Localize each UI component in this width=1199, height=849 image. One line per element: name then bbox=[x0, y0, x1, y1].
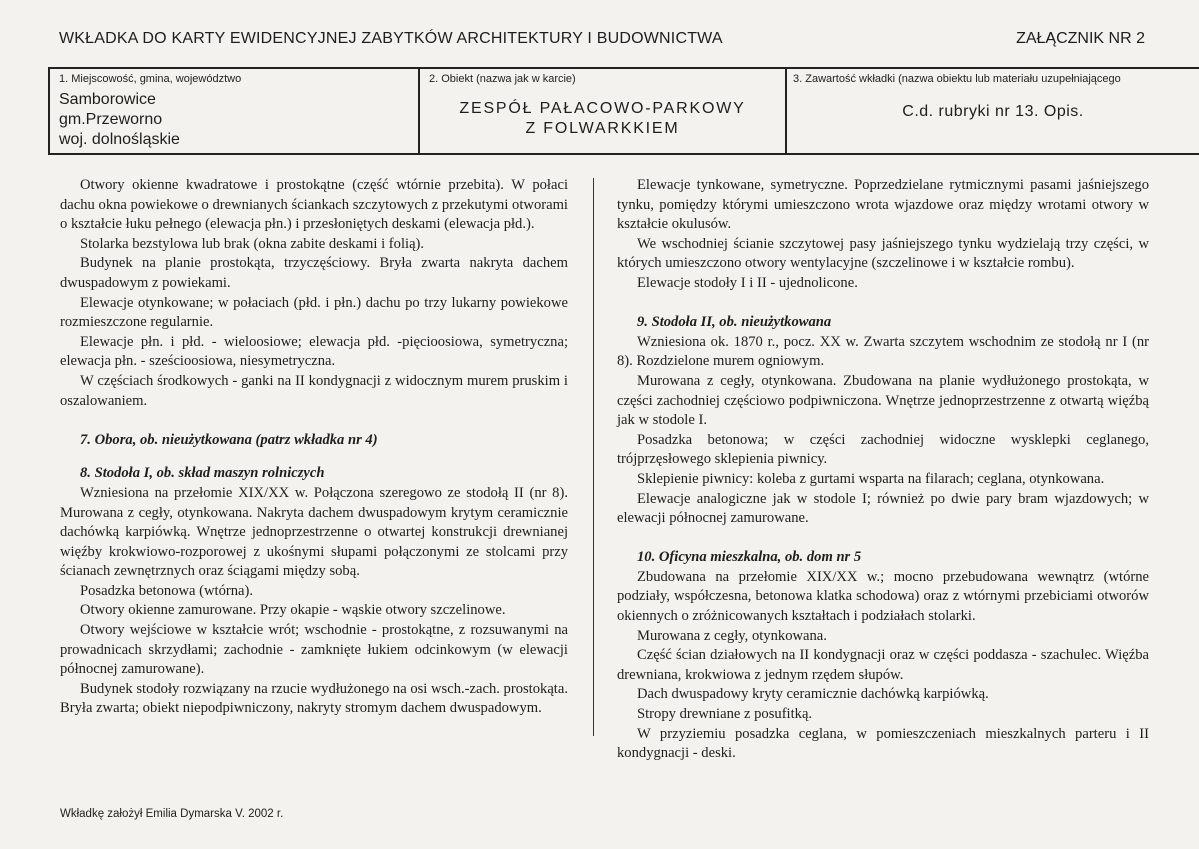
object-cell bbox=[420, 69, 787, 153]
right-text-column bbox=[617, 176, 1149, 764]
spacer bbox=[60, 411, 568, 431]
paragraph: Elewacje otynkowane; w połaciach (płd. i płn.) dachu po trzy lukarny powiekowe rozmieszczone regularnie. bbox=[60, 294, 568, 331]
left-text-column bbox=[60, 176, 568, 719]
paragraph: Wzniesiona na przełomie XIX/XX w. Połączona szeregowo ze stodołą II (nr 8). Murowana z cegły, otynkowana. Nakryta dachem dwuspadowym krytym ceramicznie dachówką karpiówką. Wnętrze jednoprzestrzenne o otwartej konstrukcji drewnianej więźby krokwiowo-rozporowej z ukośnymi słupami połączonymi ze stolcami przy ścianach zewnętrznych oraz ściągami między sobą. bbox=[60, 484, 568, 580]
paragraph: Stolarka bezstylowa lub brak (okna zabite deskami i folią). bbox=[80, 235, 425, 252]
section-heading: 7. Obora, ob. nieużytkowana (patrz wkładka nr 4) bbox=[80, 431, 378, 448]
paragraph: Posadzka betonowa (wtórna). bbox=[80, 582, 254, 599]
location-label: 1. Miejscowość, gmina, województwo bbox=[59, 73, 242, 85]
paragraph: Otwory wejściowe w kształcie wrót; wschodnie - prostokątne, z rozsuwanymi na prowadnicach skrzydłami; zachodnie - zamknięte łukiem odcinkowym (w elewacji północnej zamurowane). bbox=[60, 622, 568, 678]
paragraph: Elewacje analogiczne jak w stodole I; również po dwie pary bram wjazdowych; w elewacji północnej zamurowane. bbox=[617, 490, 1149, 527]
contents-cell bbox=[787, 69, 1199, 153]
location-line: gm.Przeworno bbox=[59, 111, 163, 128]
section-heading: 9. Stodoła II, ob. nieużytkowana bbox=[637, 314, 832, 331]
paragraph: Posadzka betonowa; w części zachodniej widoczne wysklepki ceglanego, trójprzęsłowego sklepienia piwnicy. bbox=[617, 431, 1149, 468]
paragraph: Część ścian działowych na II kondygnacji oraz w części poddasza - szachulec. Więźba drewniana, krokwiowa z jednym rzędem słupów. bbox=[617, 647, 1149, 683]
paragraph: Murowana z cegły, otynkowana. Zbudowana na planie wydłużonego prostokąta, w części zachodniej częściowo podpiwniczona. Wnętrze jednoprzestrzenne z otwartą więźbą jak w stodole I. bbox=[617, 372, 1149, 429]
paragraph: Elewacje tynkowane, symetryczne. Poprzedzielane rytmicznymi pasami jaśniejszego tynku, pomiędzy którymi umieszczono wrota wjazdowe oraz między wrotami otwory w kształcie okulusów. bbox=[617, 177, 1149, 233]
paragraph: Stropy drewniane z posufitką. bbox=[637, 706, 813, 723]
spacer bbox=[60, 450, 568, 464]
location-cell bbox=[50, 69, 420, 153]
object-label: 2. Obiekt (nazwa jak w karcie) bbox=[429, 73, 576, 85]
author-note: Wkładkę założył Emilia Dymarska V. 2002 r. bbox=[60, 808, 284, 820]
section-heading: 8. Stodoła I, ob. skład maszyn rolniczych bbox=[80, 465, 325, 482]
form-title: WKŁADKA DO KARTY EWIDENCYJNEJ ZABYTKÓW ARCHITEKTURY I BUDOWNICTWA bbox=[59, 30, 723, 47]
paragraph: Dach dwuspadowy kryty ceramicznie dachówką karpiówką. bbox=[637, 686, 989, 703]
location-value bbox=[59, 90, 180, 150]
metadata-table bbox=[48, 67, 1199, 155]
paragraph: W częściach środkowych - ganki na II kondygnacji z widocznym murem pruskim i oszalowaniem. bbox=[60, 372, 568, 409]
object-name-line: Z FOLWARKKIEM bbox=[525, 120, 680, 137]
spacer bbox=[617, 529, 1149, 549]
contents-value: C.d. rubryki nr 13. Opis. bbox=[902, 103, 1084, 120]
paragraph: Wzniesiona ok. 1870 r., pocz. XX w. Zwarta szczytem wschodnim ze stodołą nr I (nr 8). Rozdzielone murem ogniowym. bbox=[617, 333, 1149, 370]
location-line: Samborowice bbox=[59, 91, 156, 108]
paragraph: Zbudowana na przełomie XIX/XX w.; mocno przebudowana wewnątrz (wtórne podziały, współczesna, betonowa klatka schodowa) oraz z wtórnymi przebiciami otworów okiennych o zróżnicowanych kształtach i podziałach stolarki. bbox=[617, 568, 1149, 625]
spacer bbox=[617, 294, 1149, 314]
paragraph: Elewacje płn. i płd. - wieloosiowe; elewacja płd. -pięcioosiowa, symetryczna; elewacja płn. - sześcioosiowa, niesymetryczna. bbox=[60, 333, 568, 370]
column-divider bbox=[593, 178, 594, 736]
location-line: woj. dolnośląskie bbox=[59, 131, 180, 148]
paragraph: Elewacje stodoły I i II - ujednolicone. bbox=[637, 274, 858, 291]
section-heading: 10. Oficyna mieszkalna, ob. dom nr 5 bbox=[637, 549, 862, 566]
paragraph: W przyziemiu posadzka ceglana, w pomieszczeniach mieszkalnych parteru i II kondygnacji - deski. bbox=[617, 725, 1149, 762]
contents-label: 3. Zawartość wkładki (nazwa obiektu lub materiału uzupełniającego bbox=[793, 73, 1121, 85]
object-name-line: ZESPÓŁ PAŁACOWO-PARKOWY bbox=[459, 100, 746, 117]
paragraph: Sklepienie piwnicy: koleba z gurtami wsparta na filarach; ceglana, otynkowana. bbox=[637, 470, 1105, 487]
paragraph: Budynek na planie prostokąta, trzyczęściowy. Bryła zwarta nakryta dachem dwuspadowym z powiekami. bbox=[60, 255, 568, 291]
paragraph: Murowana z cegły, otynkowana. bbox=[637, 627, 827, 644]
annex-number: ZAŁĄCZNIK NR 2 bbox=[1016, 30, 1145, 47]
paragraph: Otwory okienne kwadratowe i prostokątne (część wtórnie przebita). W połaci dachu okna powiekowe o drewnianych ściankach szczytowych z przekutymi otworami o kształcie łuku pełnego (elewacja płn.) i przesłoniętych deskami (elewacja płd.). bbox=[60, 177, 568, 233]
paragraph: Budynek stodoły rozwiązany na rzucie wydłużonego na osi wsch.-zach. prostokąta. Bryła zwarta; obiekt niepodpiwniczony, nakryty stromym dachem dwuspadowym. bbox=[60, 680, 568, 717]
paragraph: We wschodniej ścianie szczytowej pasy jaśniejszego tynku wydzielają trzy części, w których umieszczono otwory wentylacyjne (szczelinowe i w kształcie rombu). bbox=[617, 235, 1149, 272]
paragraph: Otwory okienne zamurowane. Przy okapie - wąskie otwory szczelinowe. bbox=[80, 602, 506, 619]
object-name bbox=[420, 99, 785, 139]
